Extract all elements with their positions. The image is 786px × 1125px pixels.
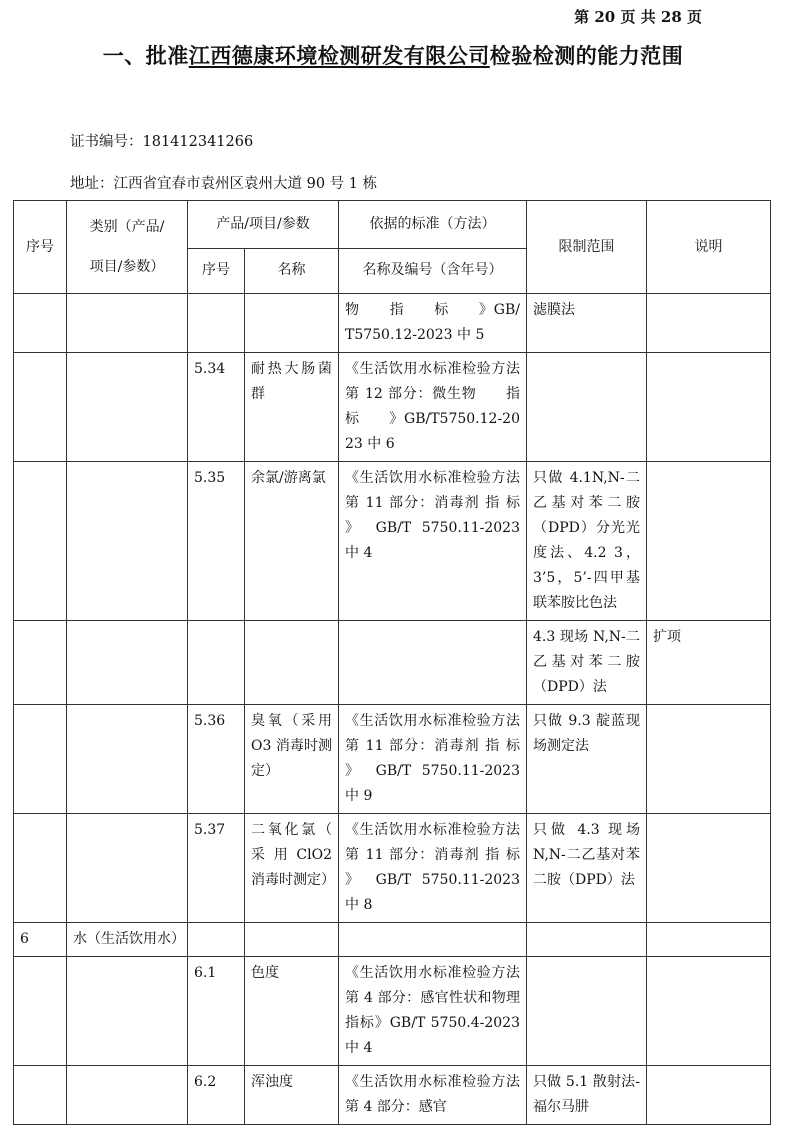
cell-note bbox=[647, 462, 771, 621]
cell-seq bbox=[14, 957, 67, 1066]
cell-name: 浑浊度 bbox=[245, 1066, 339, 1125]
capability-scope-table bbox=[13, 200, 771, 1125]
cell-standard: 《生活饮用水标准检验方法 第 12 部分：微生物 指 标 》GB/T5750.12-2023 中 6 bbox=[339, 353, 527, 462]
cell-standard: 《生活饮用水标准检验方法 第 11 部分：消毒剂 指 标 》 GB/T 5750.11-2023 中 9 bbox=[339, 705, 527, 814]
page-number: 第 20 页 共 28 页 bbox=[574, 8, 702, 26]
cell-note: 扩项 bbox=[647, 621, 771, 705]
header-limit: 限制范围 bbox=[527, 201, 647, 294]
cell-name: 余氯/游离氯 bbox=[245, 462, 339, 621]
cell-standard: 《生活饮用水标准检验方法 第 4 部分：感官 bbox=[339, 1066, 527, 1125]
cell-category: 水（生活饮用水） bbox=[67, 923, 188, 957]
cell-name bbox=[245, 621, 339, 705]
cell-category bbox=[67, 705, 188, 814]
cell-seq: 6 bbox=[14, 923, 67, 957]
cell-sub-seq: 5.34 bbox=[188, 353, 245, 462]
cell-limit bbox=[527, 923, 647, 957]
title-prefix: 一、批准 bbox=[102, 43, 189, 68]
header-name: 名称 bbox=[245, 248, 339, 293]
table-row bbox=[14, 353, 771, 462]
header-seq: 序号 bbox=[14, 201, 67, 294]
table-row bbox=[14, 814, 771, 923]
cell-seq bbox=[14, 705, 67, 814]
cell-limit: 只做 4.3 现场 N,N-二乙基对苯二胺（DPD）法 bbox=[527, 814, 647, 923]
cell-seq bbox=[14, 462, 67, 621]
cell-limit: 只做 9.3 靛蓝现场测定法 bbox=[527, 705, 647, 814]
cell-name bbox=[245, 923, 339, 957]
cell-seq bbox=[14, 353, 67, 462]
cell-seq bbox=[14, 294, 67, 353]
cell-standard bbox=[339, 621, 527, 705]
cell-note bbox=[647, 814, 771, 923]
cell-limit: 4.3 现场 N,N-二乙基对苯二胺（DPD）法 bbox=[527, 621, 647, 705]
header-standard-group: 依据的标准（方法） bbox=[339, 201, 527, 249]
table-row bbox=[14, 957, 771, 1066]
cell-name bbox=[245, 294, 339, 353]
table-row bbox=[14, 294, 771, 353]
cell-name: 色度 bbox=[245, 957, 339, 1066]
address: 地址：江西省宜春市袁州区袁州大道 90 号 1 栋 bbox=[70, 176, 378, 192]
table-row bbox=[14, 1066, 771, 1125]
cell-category bbox=[67, 294, 188, 353]
title-suffix: 检验检测的能力范围 bbox=[489, 43, 684, 68]
cell-limit bbox=[527, 957, 647, 1066]
cell-sub-seq bbox=[188, 923, 245, 957]
title-organization: 江西德康环境检测研发有限公司 bbox=[188, 43, 490, 68]
cell-standard: 《生活饮用水标准检验方法 第 4 部分：感官性状和物理指标》GB/T 5750.4-2023 中 4 bbox=[339, 957, 527, 1066]
cell-category bbox=[67, 957, 188, 1066]
cell-seq bbox=[14, 621, 67, 705]
cell-category bbox=[67, 1066, 188, 1125]
cell-name: 二氧化氯（ 采 用 ClO2 消毒时测定） bbox=[245, 814, 339, 923]
cell-sub-seq bbox=[188, 294, 245, 353]
table-row bbox=[14, 923, 771, 957]
cell-standard: 《生活饮用水标准检验方法 第 11 部分：消毒剂 指 标 》 GB/T 5750.11-2023 中 8 bbox=[339, 814, 527, 923]
header-sub-seq: 序号 bbox=[188, 248, 245, 293]
cell-category bbox=[67, 353, 188, 462]
cell-limit: 只做 5.1 散射法-福尔马肼 bbox=[527, 1066, 647, 1125]
cell-seq bbox=[14, 814, 67, 923]
cell-sub-seq: 5.36 bbox=[188, 705, 245, 814]
header-category bbox=[67, 201, 188, 294]
header-standard-sub: 名称及编号（含年号） bbox=[339, 248, 527, 293]
certificate-number: 证书编号：181412341266 bbox=[70, 134, 254, 150]
cell-note bbox=[647, 353, 771, 462]
header-category-line1: 类别（产品/ bbox=[89, 219, 165, 235]
cell-limit: 滤膜法 bbox=[527, 294, 647, 353]
cell-note bbox=[647, 294, 771, 353]
cell-seq bbox=[14, 1066, 67, 1125]
cell-note bbox=[647, 957, 771, 1066]
cell-name: 臭氧（采用 O3 消毒时测定） bbox=[245, 705, 339, 814]
header-note: 说明 bbox=[647, 201, 771, 294]
cell-standard: 物 指 标 》GB/T5750.12-2023 中 5 bbox=[339, 294, 527, 353]
cell-category bbox=[67, 814, 188, 923]
header-category-line2: 项目/参数） bbox=[89, 259, 165, 275]
cell-sub-seq: 6.2 bbox=[188, 1066, 245, 1125]
table-row bbox=[14, 462, 771, 621]
cell-limit bbox=[527, 353, 647, 462]
cell-note bbox=[647, 705, 771, 814]
cell-sub-seq: 6.1 bbox=[188, 957, 245, 1066]
table-row bbox=[14, 705, 771, 814]
header-product-group: 产品/项目/参数 bbox=[188, 201, 339, 249]
cell-category bbox=[67, 621, 188, 705]
cell-sub-seq bbox=[188, 621, 245, 705]
cell-name: 耐热大肠菌群 bbox=[245, 353, 339, 462]
document-title bbox=[0, 40, 786, 70]
cell-sub-seq: 5.35 bbox=[188, 462, 245, 621]
cell-standard bbox=[339, 923, 527, 957]
cell-limit: 只做 4.1N,N-二乙基对苯二胺（DPD）分光光度法、4.2 3，3’5，5’-四甲基联苯胺比色法 bbox=[527, 462, 647, 621]
cell-standard: 《生活饮用水标准检验方法 第 11 部分：消毒剂 指 标 》 GB/T 5750.11-2023 中 4 bbox=[339, 462, 527, 621]
cell-note bbox=[647, 923, 771, 957]
table-row bbox=[14, 621, 771, 705]
cell-category bbox=[67, 462, 188, 621]
cell-note bbox=[647, 1066, 771, 1125]
cell-sub-seq: 5.37 bbox=[188, 814, 245, 923]
